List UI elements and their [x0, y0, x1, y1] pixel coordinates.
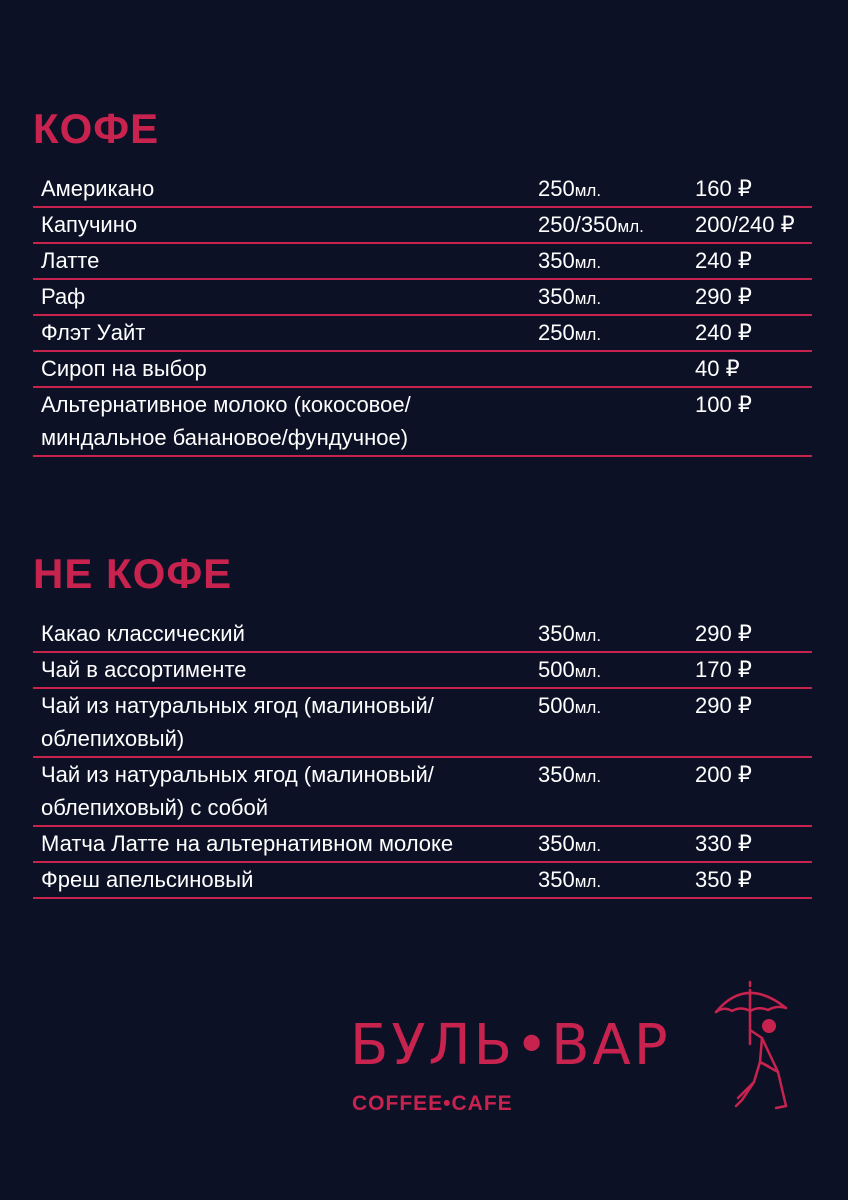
volume-value: 500: [538, 693, 575, 718]
item-name: Чай в ассортименте: [41, 657, 247, 682]
item-name: Какао классический: [41, 621, 245, 646]
volume-value: 250/350: [538, 212, 618, 237]
item-price: 240 ₽: [695, 320, 752, 345]
menu-row: [33, 172, 812, 208]
item-price: 100 ₽: [695, 392, 752, 417]
menu-list-coffee: [33, 172, 812, 457]
volume-unit: мл.: [574, 767, 602, 786]
item-name: Фреш апельсиновый: [41, 867, 254, 892]
volume-value: 350: [538, 762, 575, 787]
brand-subtitle: COFFEE•CAFE: [352, 1092, 513, 1115]
menu-row: [33, 827, 812, 863]
item-volume: [538, 244, 601, 279]
item-volume: [538, 208, 644, 243]
umbrella-man-icon: [710, 978, 820, 1128]
item-name: Матча Латте на альтернативном молоке: [41, 831, 454, 856]
item-volume: [538, 172, 601, 207]
menu-row: [33, 388, 812, 457]
menu-row: [33, 653, 812, 689]
section-not-coffee: [33, 550, 812, 892]
menu-row: [33, 208, 812, 244]
volume-unit: мл.: [574, 836, 602, 855]
brand-logo: [340, 978, 820, 1128]
volume-unit: мл.: [574, 181, 602, 200]
item-price: 330 ₽: [695, 831, 752, 856]
item-name: Чай из натуральных ягод (малиновый/ облепиховый) с собой: [41, 762, 434, 820]
section-title: КОФЕ: [33, 105, 160, 152]
item-volume: [538, 316, 601, 351]
volume-unit: мл.: [617, 217, 644, 236]
menu-row: [33, 617, 812, 653]
volume-unit: мл.: [574, 289, 602, 308]
menu-row: [33, 689, 812, 758]
item-price: 290 ₽: [695, 621, 752, 646]
section-coffee: [33, 105, 812, 450]
menu-row: [33, 352, 812, 388]
item-name: Чай из натуральных ягод (малиновый/ облепиховый): [41, 693, 434, 751]
item-name: Раф: [41, 284, 86, 309]
volume-value: 350: [538, 284, 575, 309]
volume-value: 350: [538, 248, 575, 273]
volume-value: 250: [538, 320, 575, 345]
item-name: Сироп на выбор: [41, 356, 207, 381]
item-volume: [538, 827, 601, 862]
item-price: 240 ₽: [695, 248, 752, 273]
volume-unit: мл.: [574, 698, 602, 717]
item-price: 200/240 ₽: [695, 212, 795, 237]
menu-row: [33, 316, 812, 352]
item-price: 290 ₽: [695, 284, 752, 309]
item-volume: [538, 617, 601, 652]
section-title: НЕ КОФЕ: [33, 550, 233, 597]
item-volume: [538, 863, 601, 898]
menu-row: [33, 758, 812, 827]
item-name: Латте: [41, 248, 100, 273]
volume-value: 350: [538, 831, 575, 856]
volume-value: 500: [538, 657, 575, 682]
item-price: 200 ₽: [695, 762, 752, 787]
menu-row: [33, 863, 812, 899]
menu-row: [33, 244, 812, 280]
volume-unit: мл.: [574, 872, 602, 891]
item-name: Американо: [41, 176, 155, 201]
menu-row: [33, 280, 812, 316]
volume-value: 350: [538, 867, 575, 892]
volume-unit: мл.: [574, 325, 602, 344]
volume-value: 250: [538, 176, 575, 201]
volume-unit: мл.: [574, 662, 602, 681]
item-price: 290 ₽: [695, 693, 752, 718]
item-price: 160 ₽: [695, 176, 752, 201]
item-volume: [538, 653, 601, 688]
item-volume: [538, 689, 601, 724]
item-name: Флэт Уайт: [41, 320, 146, 345]
item-price: 170 ₽: [695, 657, 752, 682]
item-volume: [538, 280, 601, 315]
item-name: Альтернативное молоко (кокосовое/миндальное банановое/фундучное): [41, 392, 411, 450]
item-price: 350 ₽: [695, 867, 752, 892]
item-price: 40 ₽: [695, 356, 740, 381]
brand-name: БУЛЬ•ВАР: [350, 1013, 671, 1078]
volume-unit: мл.: [574, 253, 602, 272]
item-name: Капучино: [41, 212, 138, 237]
menu-list-not-coffee: [33, 617, 812, 899]
volume-value: 350: [538, 621, 575, 646]
volume-unit: мл.: [574, 626, 602, 645]
item-volume: [538, 758, 601, 793]
